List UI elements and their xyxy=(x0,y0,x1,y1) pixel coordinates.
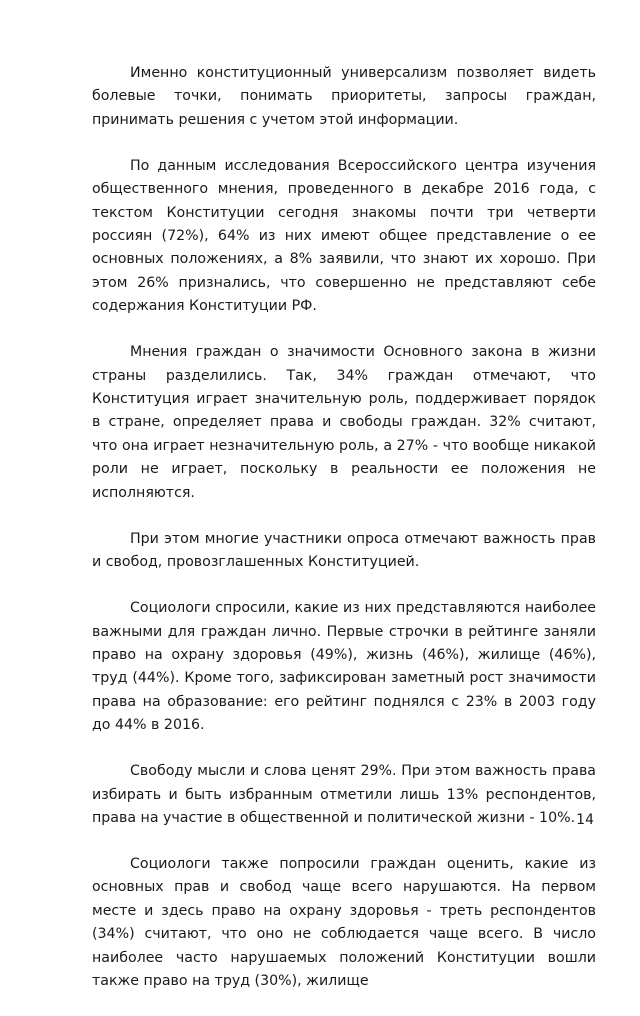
paragraph-5: Социологи спросили, какие из них представляются наиболее важными для граждан лично. Первые строчки в рейтинге заняли право на охрану здоровья (49%), жизнь (46%), жилище (46%), труд (44%). Кроме того, зафиксирован заметный рост значимости права на образование: его рейтинг поднялся с 23% в 2003 году до 44% в 2016. xyxy=(92,600,596,734)
paragraph-2: По данным исследования Всероссийского центра изучения общественного мнения, проведенного в декабре 2016 года, с текстом Конституции сегодня знакомы почти три четверти россиян (72%), 64% из них имеют общее представление о ее основных положениях, а 8% заявили, что знают их хорошо. При этом 26% признались, что совершенно не представляют себе содержания Конституции РФ. xyxy=(92,157,596,315)
paragraph-7: Социологи также попросили граждан оценить, какие из основных прав и свобод чаще всего нарушаются. На первом месте и здесь право на охрану здоровья - треть респондентов (34%) считают, что оно не соблюдается чаще всего. В число наиболее часто нарушаемых положений Конституции вошли также право на труд (30%), жилище xyxy=(92,855,596,989)
paragraph-3: Мнения граждан о значимости Основного закона в жизни страны разделились. Так, 34% граждан отмечают, что Конституция играет значительную роль, поддерживает порядок в стране, определяет права и свободы граждан. 32% считают, что она играет незначительную роль, а 27% - что вообще никакой роли не играет, поскольку в реальности ее положения не исполняются. xyxy=(92,344,596,501)
document-body xyxy=(92,62,596,1016)
page-number: 14 xyxy=(576,812,594,828)
paragraph-6: Свободу мысли и слова ценят 29%. При этом важность права избирать и быть избранным отметили лишь 13% респондентов, права на участие в общественной и политической жизни - 10%. xyxy=(92,763,596,826)
paragraph-1: Именно конституционный универсализм позволяет видеть болевые точки, понимать приоритеты, запросы граждан, принимать решения с учетом этой информации. xyxy=(92,65,596,128)
paragraph-4: При этом многие участники опроса отмечают важность прав и свобод, провозглашенных Конституцией. xyxy=(92,530,596,571)
